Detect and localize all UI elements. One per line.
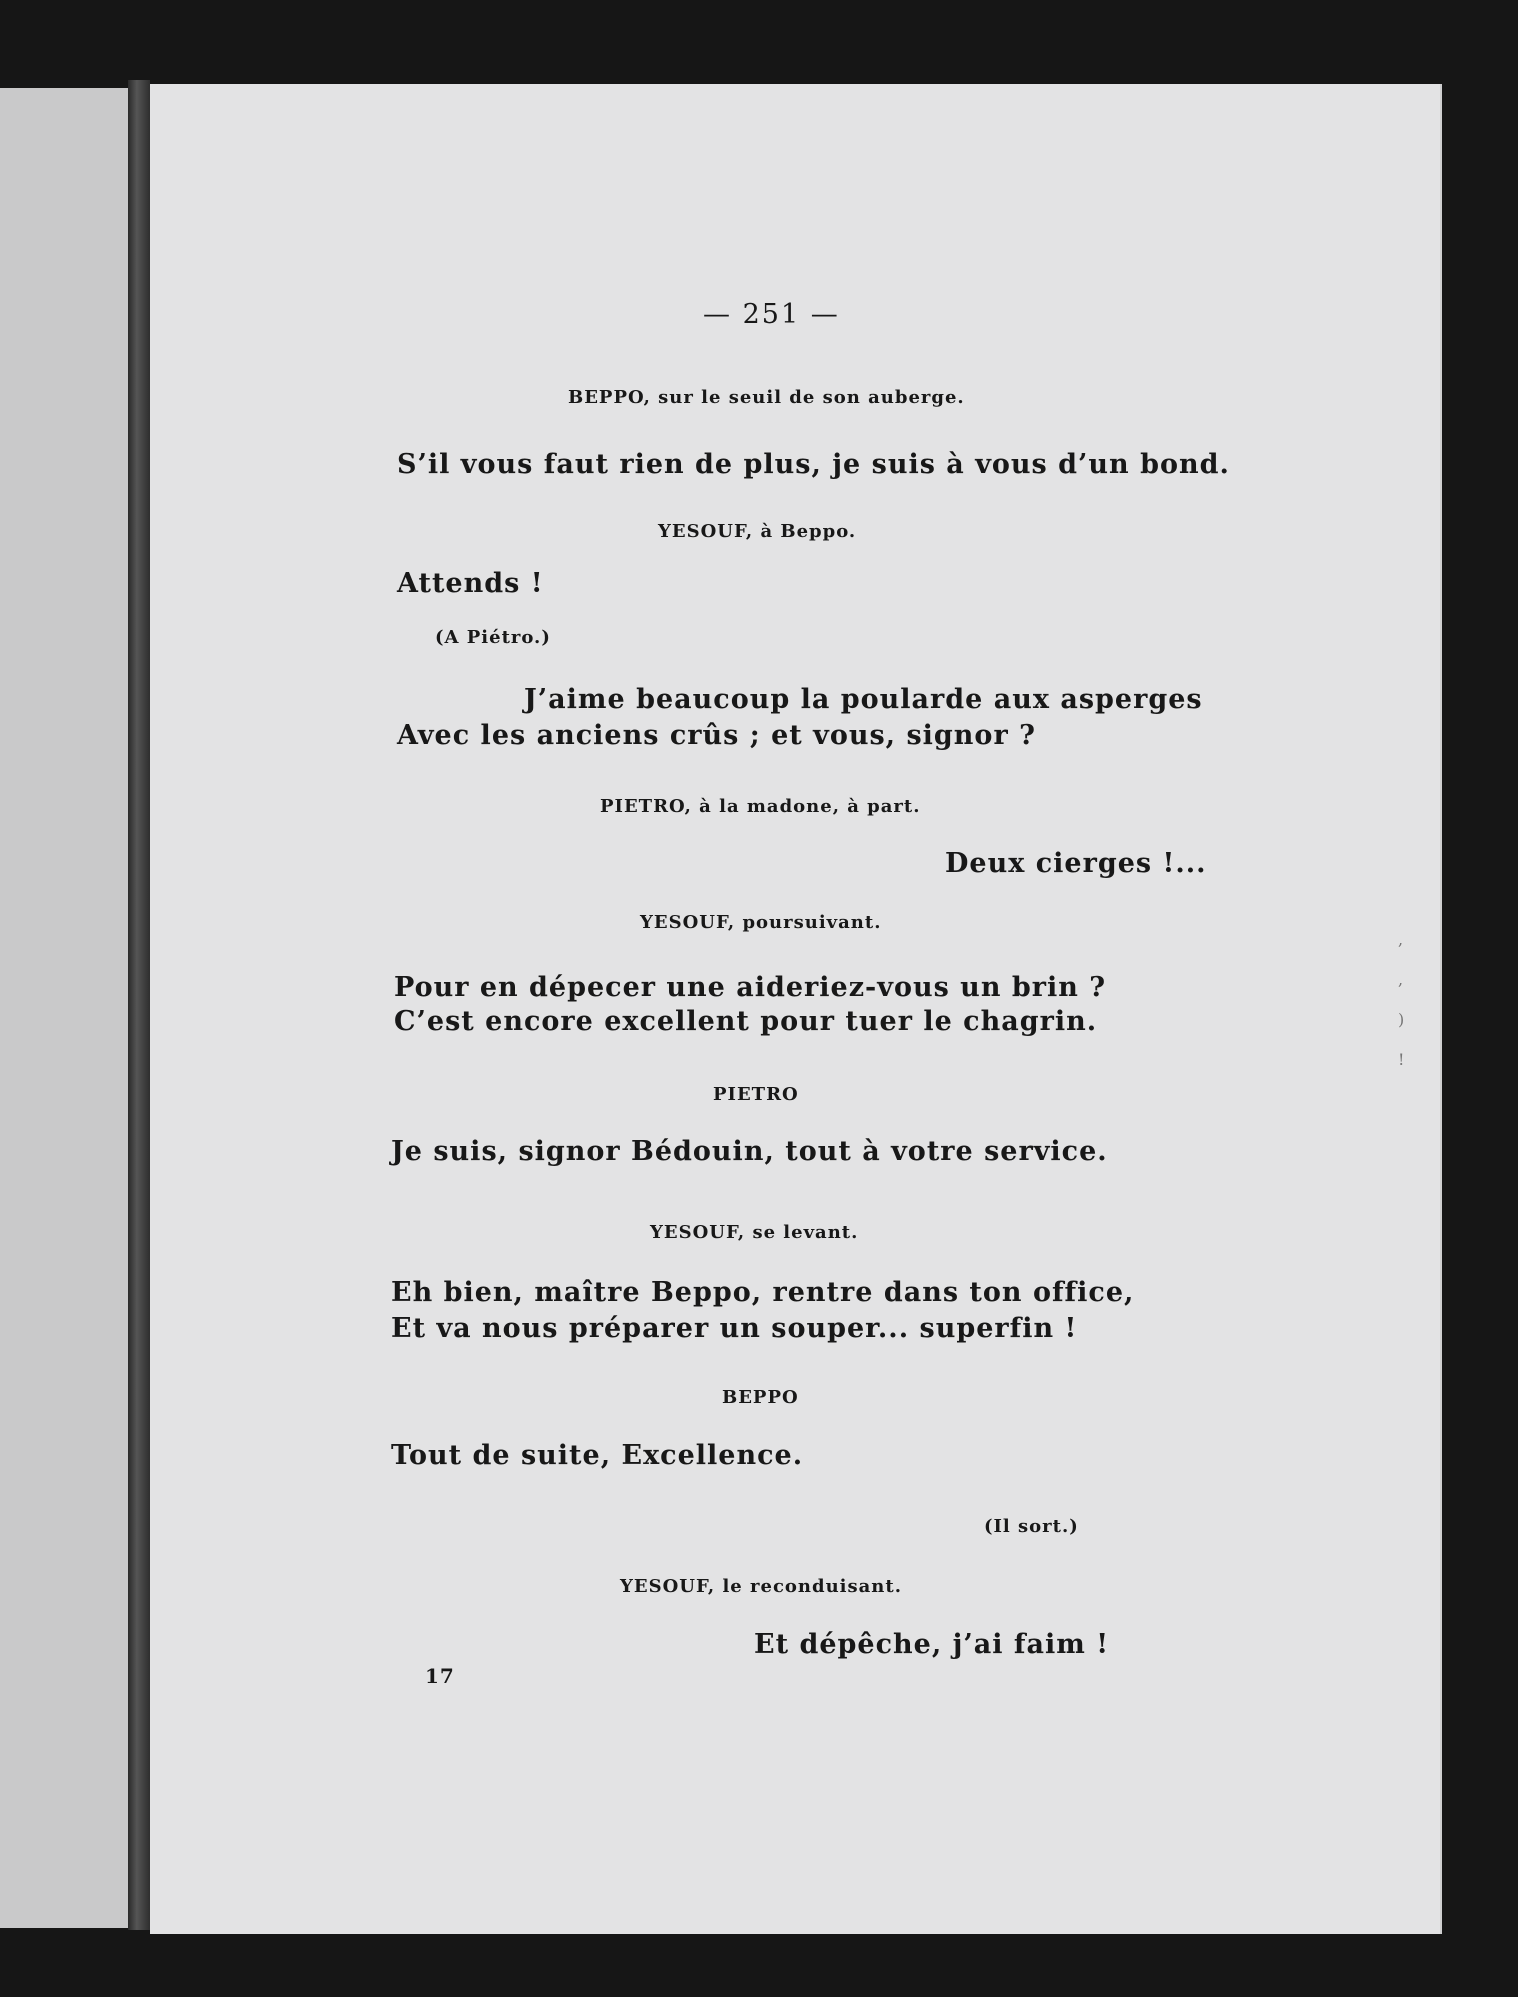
speaker-line: YESOUF, le reconduisant. — [620, 1576, 902, 1597]
speaker-line: BEPPO, sur le seuil de son auberge. — [568, 387, 965, 408]
book-spine — [128, 80, 150, 1930]
verse-line: Et dépêche, j’ai faim ! — [754, 1629, 1110, 1660]
speaker-line: BEPPO — [722, 1387, 799, 1408]
stage-direction: (A Piétro.) — [435, 627, 551, 648]
speaker-line: YESOUF, à Beppo. — [658, 521, 857, 542]
verse-line: Pour en dépecer une aideriez-vous un brin ? — [394, 972, 1107, 1003]
speaker-line: YESOUF, poursuivant. — [640, 912, 882, 933]
scan-edge-marks: , , ) ! — [1398, 930, 1405, 1069]
book-page — [150, 84, 1440, 1934]
page-number: — 251 — — [703, 299, 840, 330]
verse-line: Et va nous préparer un souper... superfin ! — [391, 1313, 1078, 1344]
verse-line: S’il vous faut rien de plus, je suis à vous d’un bond. — [397, 449, 1230, 480]
verse-line: C’est encore excellent pour tuer le chagrin. — [394, 1006, 1098, 1037]
speaker-line: PIETRO, à la madone, à part. — [600, 796, 921, 817]
verse-line: Tout de suite, Excellence. — [391, 1440, 804, 1471]
speaker-line: PIETRO — [713, 1084, 799, 1105]
signature-mark: 17 — [425, 1664, 455, 1688]
verse-line: Deux cierges !... — [945, 848, 1207, 879]
verse-line: J’aime beaucoup la poularde aux asperges — [524, 684, 1203, 715]
verse-line: Eh bien, maître Beppo, rentre dans ton office, — [391, 1277, 1135, 1308]
stage-direction: (Il sort.) — [984, 1516, 1079, 1537]
verse-line: Attends ! — [397, 568, 544, 599]
speaker-line: YESOUF, se levant. — [650, 1222, 859, 1243]
verse-line: Je suis, signor Bédouin, tout à votre service. — [391, 1136, 1108, 1167]
verse-line: Avec les anciens crûs ; et vous, signor ? — [397, 720, 1036, 751]
facing-page-edge — [0, 88, 135, 1928]
